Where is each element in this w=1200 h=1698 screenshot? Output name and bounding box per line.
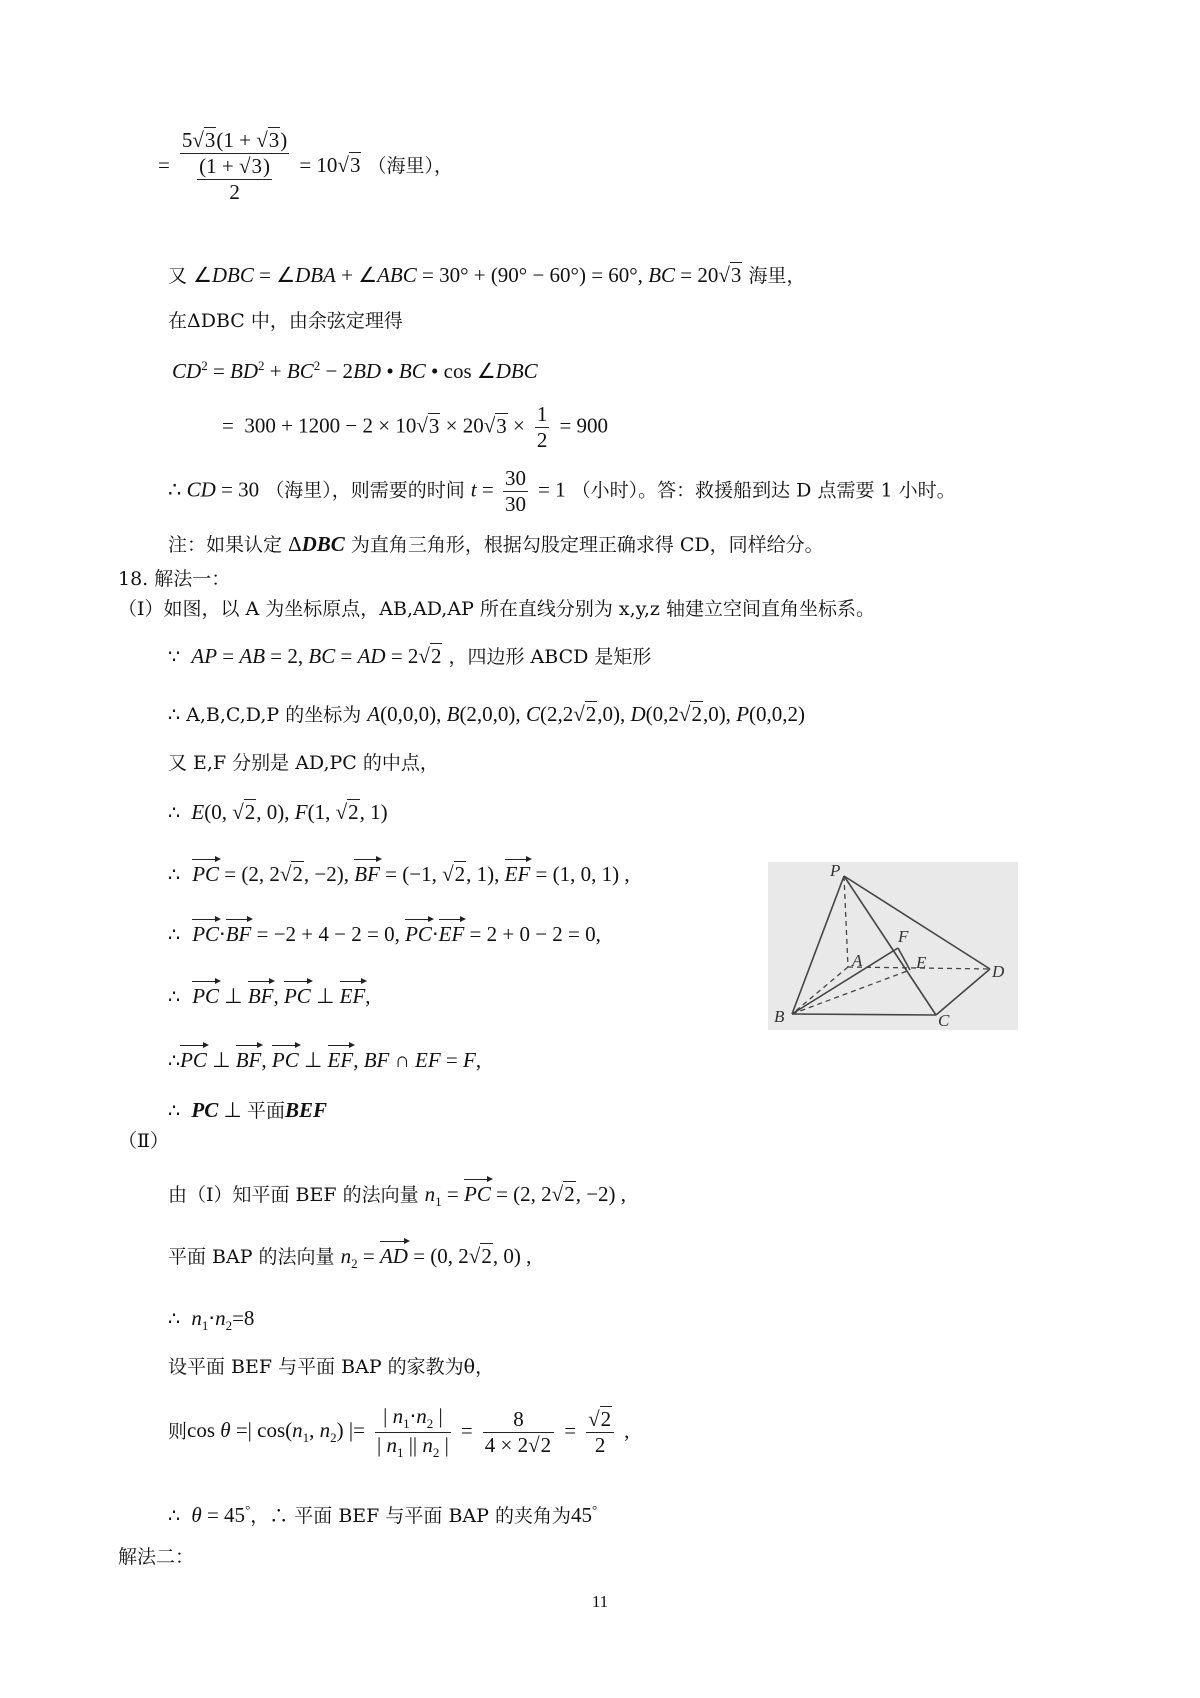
label-b: B — [774, 1007, 785, 1026]
label-f: F — [898, 927, 909, 946]
cosine-line: 则cos θ =| $\cos(n_1$, $n_2$) |= $\frac{| n_1\cdot n_2 |}{| n_1 || n_2 |}$ = $\frac{8}{4 \times 2√2}$ = $\frac{√2}{2}$ , — [168, 1404, 630, 1460]
method-2-heading: 解法二： — [118, 1546, 195, 1568]
section-heading: 18. 解法一： — [118, 568, 231, 590]
page-number: 11 — [591, 1592, 609, 1611]
edge-bf — [792, 948, 898, 1014]
label-e: E — [916, 953, 927, 972]
midpoints-line: 又 E,F 分别是 AD,PC 的中点， — [168, 752, 439, 774]
equation-line-1: = $\frac{5√3(1 + √3)}{\frac{(1 + √3)}{2}}$ = 10√3 （海里）， — [158, 128, 454, 205]
edge-pc — [844, 876, 936, 1015]
normal-vector-1: 由（Ⅰ）知平面 BEF 的法向量 $n_1$ = PC = (2, 2√2, −2) , — [168, 1182, 627, 1210]
coordinates-line: ∴ A,B,C,D,P 的坐标为 A(0,0,0), B(2,0,0), C(2,2√2,0), D(0,2√2,0), P(0,0,2) — [168, 702, 806, 726]
geometry-figure — [768, 862, 1018, 1030]
given-line: ∵ AP = AB = 2, BC = AD = 2√2 ，四边形 ABCD 是矩形 — [168, 644, 652, 668]
pyramid-diagram — [768, 862, 1018, 1030]
perpendicular-line-2: ∴PC ⊥ BF, PC ⊥ EF, BF ∩ EF = F, — [168, 1048, 482, 1072]
ef-coordinates: ∴ E(0, √2, 0), F(1, √2, 1) — [168, 800, 388, 824]
label-a: A — [852, 951, 863, 970]
angle-result: ∴ θ = 45°，∴ 平面 BEF 与平面 BAP 的夹角为45° — [168, 1502, 598, 1527]
edge-pb — [792, 876, 844, 1014]
text-haili: （海里）， — [367, 154, 454, 177]
dot-products-line: ∴ PC⋅BF = −2 + 4 − 2 = 0, PC⋅EF = 2 + 0 − 2 = 0, — [168, 922, 601, 946]
text-line-3: 在ΔDBC 中，由余弦定理得 — [168, 310, 403, 332]
conclusion-line: ∴ PC ⊥ 平面BEF — [168, 1098, 328, 1122]
part-2-heading: （Ⅱ） — [118, 1130, 169, 1152]
equation-line-4: $CD^2 = BD^2 + BC^2 - 2BD$ • BC • cos ∠DBC — [172, 358, 538, 383]
fraction: $\frac{5√3(1 + √3)}{\frac{(1 + √3)}{2}}$ — [181, 128, 288, 205]
note-line: 注：如果认定 ΔDBC 为直角三角形，根据勾股定理正确求得 CD，同样给分。 — [168, 532, 824, 556]
equation-line-5: = 300 + 1200 − 2 × 10√3 × 20√3 × $\frac{1}{2}$ = 900 — [222, 402, 609, 453]
edge-bc — [792, 1014, 936, 1015]
equation-line-2: 又 ∠DBC = ∠DBA + ∠ABC = 30° + (90° − 60°) = 60°, BC = 20√3 海里， — [168, 263, 806, 287]
normal-vector-2: 平面 BAP 的法向量 $n_2$ = AD = (0, 2√2, 0) , — [168, 1244, 532, 1272]
normal-dot-product: ∴ $n_1\cdot n_2=8$ — [168, 1306, 255, 1334]
label-p: P — [830, 862, 841, 880]
label-c: C — [938, 1011, 950, 1030]
vectors-line: ∴ PC = (2, 2√2, −2), BF = (−1, √2, 1), EF = (1, 0, 1) , — [168, 862, 630, 886]
equation-line-6: ∴ CD = 30 （海里），则需要的时间 t = $\frac{30}{30}$ = 1 （小时）。答：救援船到达 D 点需要 1 小时。 — [168, 466, 956, 517]
perpendicular-line: ∴ PC ⊥ BF, PC ⊥ EF, — [168, 984, 371, 1008]
part-1-intro: （Ⅰ）如图，以 A 为坐标原点，AB,AD,AP 所在直线分别为 x,y,z 轴建立空间直角坐标系。 — [118, 598, 875, 620]
edge-cd — [936, 969, 990, 1015]
angle-definition: 设平面 BEF 与平面 BAP 的家教为θ， — [168, 1356, 495, 1378]
edge-pa — [844, 876, 848, 967]
label-d: D — [992, 962, 1005, 981]
